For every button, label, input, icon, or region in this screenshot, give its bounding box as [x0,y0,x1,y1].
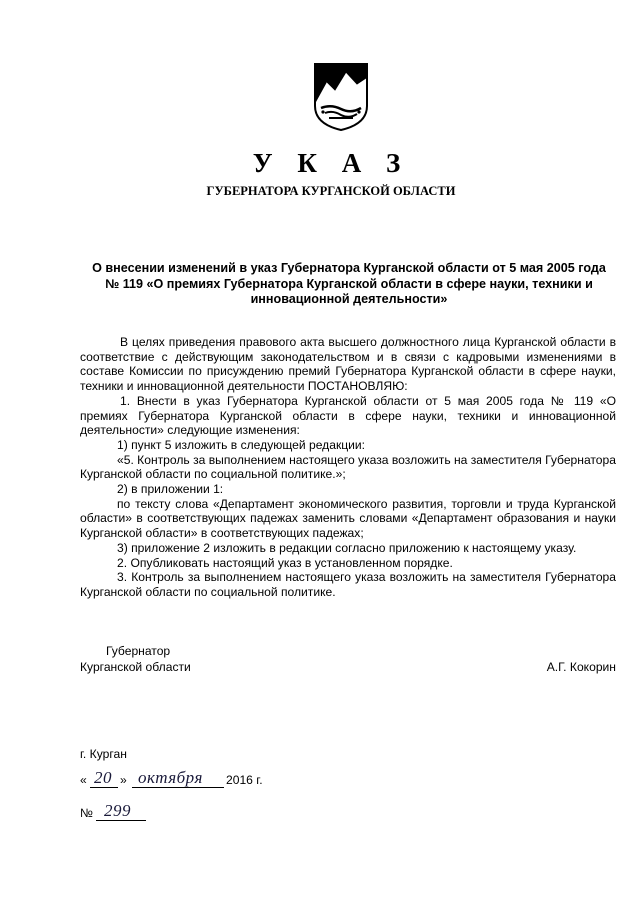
date-month-underline [132,787,224,788]
number-handwritten: 299 [104,801,131,820]
heading-line-1: О внесении изменений в указ Губернатора Курганской области от 5 мая 2005 года [92,261,606,275]
document-title: У К А З [252,148,410,178]
coat-of-arms-icon [313,62,369,132]
number-prefix: № [80,806,93,820]
paragraph-subitem-2: 2) в приложении 1: [117,482,224,497]
issue-place: г. Курган [80,747,127,761]
paragraph-replacement: по тексту слова «Департамент экономического развития, торговли и труда Курганской области» в соответствующих падежах заменить словами «Департамент образования и науки Курганской области» в соответствующих падежах; [80,496,616,541]
document-body [80,335,616,600]
signer-name: А.Г. Кокорин [546,660,616,674]
date-year: 2016 г. [226,773,263,787]
date-day-handwritten: 20 [94,768,112,787]
signer-position-line-2: Курганской области [80,660,191,674]
date-month-handwritten: октября [138,768,203,787]
signature-block [80,643,616,675]
heading-line-3: инновационной деятельности» [250,292,448,306]
paragraph-subitem-1: 1) пункт 5 изложить в следующей редакции: [117,437,366,452]
paragraph-item-2: 2. Опубликовать настоящий указ в установленном порядке. [117,555,453,570]
date-day-underline [90,787,118,788]
heading-line-2: № 119 «О премиях Губернатора Курганской области в сфере науки, техники и [105,276,593,291]
paragraph-subitem-3: 3) приложение 2 изложить в редакции согласно приложению к настоящему указу. [117,540,577,555]
document-number [80,802,200,824]
signer-position-line-1: Губернатор [106,644,171,658]
document-heading [74,261,624,308]
number-underline [96,820,146,821]
date-quote-open: « [80,773,87,787]
date-quote-close: » [120,773,127,787]
paragraph-quote: «5. Контроль за выполнением настоящего указа возложить на заместителя Губернатора Курганской области по социальной политике.»; [80,452,616,482]
paragraph-item-1: 1. Внести в указ Губернатора Курганской области от 5 мая 2005 года № 119 «О премиях Губернатора Курганской области в сфере науки, техники и инновационной деятельности» следующие изменения: [80,393,616,438]
issue-date [80,770,340,792]
paragraph-item-3: 3. Контроль за выполнением настоящего указа возложить на заместителя Губернатора Курганской области по социальной политике. [80,570,616,599]
document-issuer: ГУБЕРНАТОРА КУРГАНСКОЙ ОБЛАСТИ [206,184,456,198]
paragraph-preamble: В целях приведения правового акта высшего должностного лица Курганской области в соответствие с действующим законодательством и в связи с кадровыми изменениями в составе Комиссии по присуждению премий Губернатора Курганской области в сфере науки, техники и инновационной деятельности ПОСТАНОВЛЯЮ: [80,335,616,394]
